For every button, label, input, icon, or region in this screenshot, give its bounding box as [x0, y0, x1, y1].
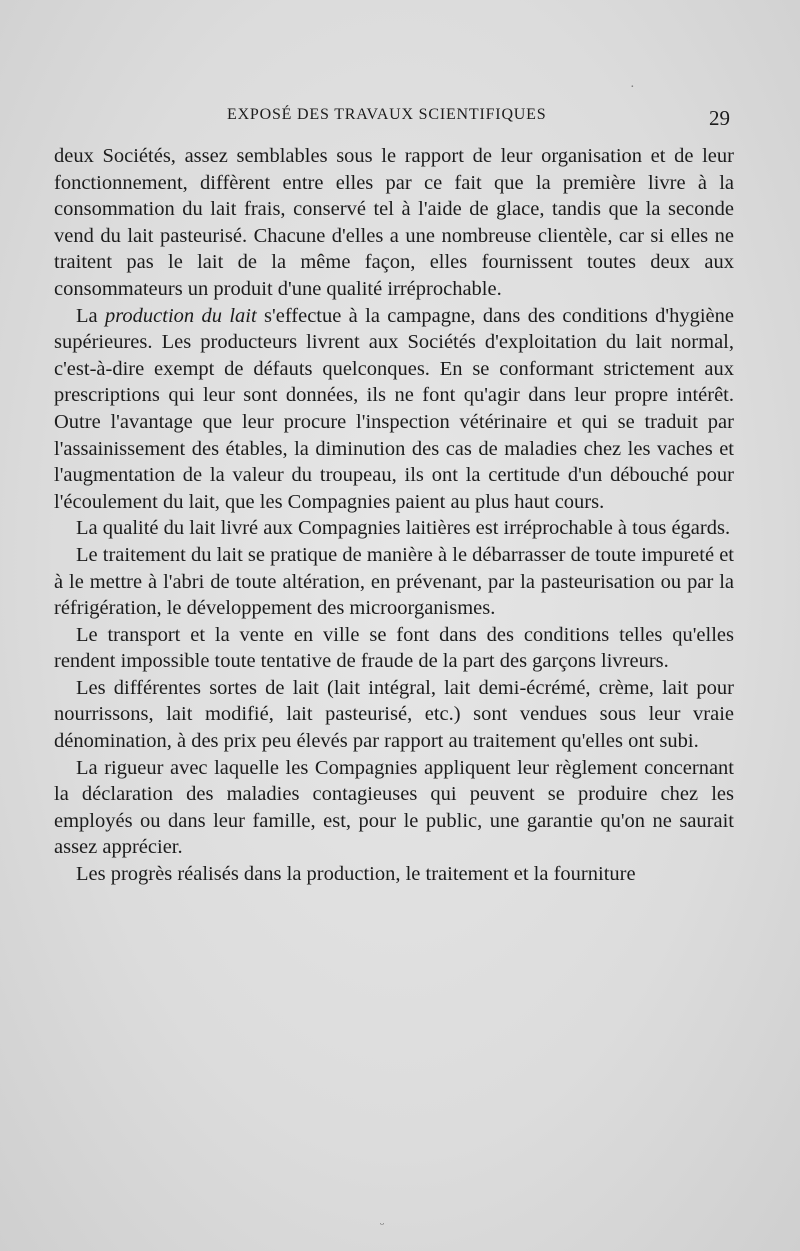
- paragraph: [54, 622, 734, 675]
- running-title: EXPOSÉ DES TRAVAUX SCIENTIFIQUES: [227, 106, 547, 123]
- paragraph-text: Les différentes sortes de lait (lait intégral, lait demi-écrémé, crème, lait pour nourrissons, lait modifié, lait pasteurisé, etc.) sont vendues sous leur vraie dénomination, à des prix peu élevés par rapport au traitement qu'elles ont subi.: [54, 676, 734, 753]
- paragraph-text: La rigueur avec laquelle les Compagnies appliquent leur règlement concernant la déclaration des maladies contagieuses qui peuvent se produire chez les employés ou dans leur famille, est, pour le public, une garantie qu'on ne saurait assez apprécier.: [54, 756, 734, 859]
- paragraph: [54, 303, 734, 516]
- paragraph-text: s'effectue à la campagne, dans des conditions d'hygiène supérieures. Les producteurs livrent aux Sociétés d'exploitation du lait normal, c'est-à-dire exempt de défauts quelconques. En se conformant strictement aux prescriptions qui leur sont données, ils ne font qu'agir dans leur propre intérêt. Outre l'avantage que leur procure l'inspection vétérinaire et qui se traduit par l'assainissement des étables, la diminution des cas de maladies chez les vaches et l'augmentation de la valeur du troupeau, ils ont la certitude d'un débouché pour l'écoulement du lait, que les Compagnies paient au plus haut cours.: [54, 304, 735, 513]
- paragraph: [54, 515, 734, 542]
- paragraph: [54, 143, 734, 303]
- paragraph-text: La qualité du lait livré aux Compagnies laitières est irréprochable à tous égards.: [76, 517, 731, 540]
- running-head: [54, 106, 730, 130]
- paragraph: [54, 861, 734, 888]
- paragraph-text: Le transport et la vente en ville se font dans des conditions telles qu'elles rendent impossible toute tentative de fraude de la part des garçons livreurs.: [54, 623, 734, 673]
- paragraph-text: La: [76, 304, 105, 327]
- paragraph: [54, 755, 734, 861]
- paragraph: [54, 542, 734, 622]
- italic-term: production du lait: [104, 304, 257, 327]
- paragraph-text: deux Sociétés, assez semblables sous le rapport de leur organisation et de leur fonctionnement, diffèrent entre elles par ce fait que la première livre à la consommation du lait frais, conservé tel à l'aide de glace, tandis que la seconde vend du lait pasteurisé. Chacune d'elles a une nombreuse clientèle, car si elles ne traitent pas le lait de la même façon, elles fournissent toutes deux aux consommateurs un produit d'une qualité irréprochable.: [54, 145, 734, 300]
- paragraph-text: Le traitement du lait se pratique de manière à le débarrasser de toute impureté et à le mettre à l'abri de toute altération, en prévenant, par la pasteurisation ou par la réfrigération, le développement des microorganismes.: [54, 543, 734, 620]
- speck-mark: ·: [630, 80, 635, 95]
- page-number: 29: [709, 106, 730, 130]
- paragraph-text: Les progrès réalisés dans la production, le traitement et la fourniture: [76, 863, 636, 886]
- speck-mark: ᵕ: [380, 1218, 385, 1233]
- body-text: [54, 143, 734, 888]
- paragraph: [54, 675, 734, 755]
